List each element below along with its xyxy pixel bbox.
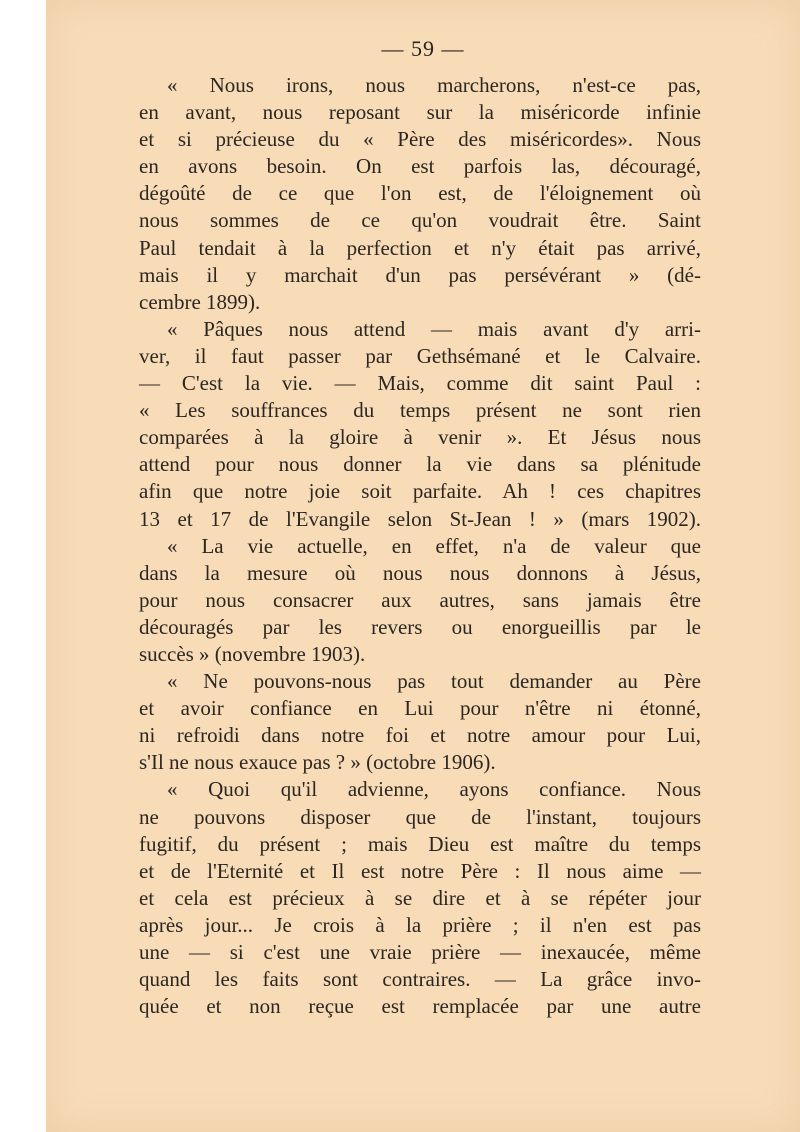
text-line: succès » (novembre 1903). [139,641,366,666]
paragraph [139,776,701,1020]
text-line: quand les faits sont contraires. — La grâce invo- [139,967,701,992]
page-number: — 59 — [381,36,465,61]
text-line: ver, il faut passer par Gethsémané et le Calvaire. [139,343,701,368]
body-text [139,72,701,1020]
text-line: « Les souffrances du temps présent ne sont rien [139,398,701,423]
text-line: et cela est précieux à se dire et à se répéter jour [139,885,701,910]
paragraph [139,668,701,776]
text-line: dans la mesure où nous nous donnons à Jésus, [139,560,701,585]
book-page [46,0,800,1132]
text-line: 13 et 17 de l'Evangile selon St-Jean ! » (mars 1902). [139,506,701,531]
text-line: en avant, nous reposant sur la miséricorde infinie [139,100,701,125]
text-line: et de l'Eternité et Il est notre Père : Il nous aime — [139,858,701,883]
text-line: mais il y marchait d'un pas persévérant » (dé- [139,262,701,287]
text-line: après jour... Je crois à la prière ; il n'en est pas [139,912,701,937]
paragraph [139,316,701,533]
text-line: en avons besoin. On est parfois las, découragé, [139,154,701,179]
text-line: et avoir confiance en Lui pour n'être ni étonné, [139,696,701,721]
text-line: fugitif, du présent ; mais Dieu est maître du temps [139,831,701,856]
text-line: pour nous consacrer aux autres, sans jamais être [139,587,701,612]
text-line: s'Il ne nous exauce pas ? » (octobre 1906). [139,750,496,775]
text-line: quée et non reçue est remplacée par une autre [139,994,701,1019]
text-line: attend pour nous donner la vie dans sa plénitude [139,452,701,477]
text-line: et si précieuse du « Père des miséricordes». Nous [139,127,701,152]
text-line: afin que notre joie soit parfaite. Ah ! ces chapitres [139,479,701,504]
text-line: ne pouvons disposer que de l'instant, toujours [139,804,701,829]
text-line: — C'est la vie. — Mais, comme dit saint Paul : [139,371,701,396]
text-line: cembre 1899). [139,289,261,314]
text-line: découragés par les revers ou enorgueillis par le [139,614,701,639]
text-line: « Pâques nous attend — mais avant d'y arri- [167,316,701,341]
paragraph [139,533,701,668]
paragraph [139,72,701,316]
text-line: comparées à la gloire à venir ». Et Jésus nous [139,425,701,450]
text-line: « Quoi qu'il advienne, ayons confiance. Nous [167,777,701,802]
text-line: dégoûté de ce que l'on est, de l'éloignement où [139,181,701,206]
text-line: « La vie actuelle, en effet, n'a de valeur que [167,533,701,558]
text-line: ni refroidi dans notre foi et notre amour pour Lui, [139,723,701,748]
text-line: « Nous irons, nous marcherons, n'est-ce pas, [167,73,701,97]
text-line: « Ne pouvons-nous pas tout demander au Père [167,669,701,694]
text-line: une — si c'est une vraie prière — inexaucée, même [139,940,701,964]
text-line: nous sommes de ce qu'on voudrait être. Saint [139,208,701,233]
text-line: Paul tendait à la perfection et n'y était pas arrivé, [139,235,701,260]
